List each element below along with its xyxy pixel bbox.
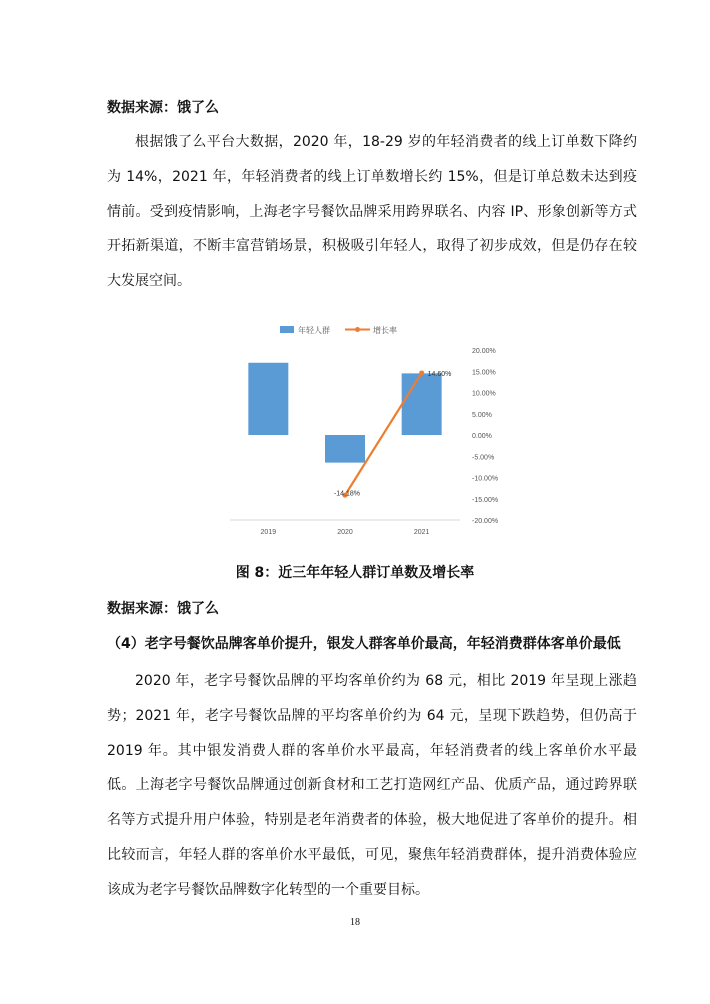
y2-tick-label: 0.00% bbox=[472, 433, 492, 440]
legend-label-bar: 年轻人群 bbox=[298, 326, 330, 335]
data-source-label: 数据来源：饿了么 bbox=[107, 100, 219, 116]
bar-2019 bbox=[248, 363, 288, 435]
x-tick-label: 2019 bbox=[260, 529, 277, 536]
legend-swatch-bar bbox=[280, 326, 294, 333]
chart-legend bbox=[280, 325, 397, 335]
y2-tick-label: -10.00% bbox=[472, 475, 499, 483]
y2-tick-label: -15.00% bbox=[472, 496, 499, 504]
data-source-label-2: 数据来源：饿了么 bbox=[107, 601, 219, 617]
bar-2021 bbox=[402, 373, 442, 435]
growth-rate-point bbox=[419, 370, 424, 375]
growth-rate-data-label: -14.18% bbox=[333, 490, 361, 498]
body-paragraph-1: 根据饿了么平台大数据，2020 年，18-29 岁的年轻消费者的线上订单数下降约为 14%，2021 年，年轻消费者的线上订单数增长约 15%，但是订单总数未达到疫情前。受到疫情影响，上海老字号餐饮品牌采用跨界联名、内容 IP、形象创新等方式开拓新渠道，不断丰富营销场景，积极吸引年轻人，取得了初步成效，但是仍存在较大发展空间。 bbox=[107, 134, 637, 290]
y2-tick-label: 10.00% bbox=[472, 390, 496, 398]
x-tick-label: 2020 bbox=[337, 529, 353, 536]
page-number: 18 bbox=[350, 917, 360, 928]
bar-2020 bbox=[325, 435, 365, 463]
body-paragraph-2: 2020 年，老字号餐饮品牌的平均客单价约为 68 元，相比 2019 年呈现上涨趋势；2021 年，老字号餐饮品牌的平均客单价约为 64 元，呈现下跌趋势，但仍高于 2019 年。其中银发消费人群的客单价水平最高，年轻消费者的线上客单价水平最低。上海老字号餐饮品牌通过创新食材和工艺打造网红产品、优质产品，通过跨界联名等方式提升用户体验，特别是老年消费者的体验，极大地促进了客单价的提升。相比较而言，年轻人群的客单价水平最低，可见，聚焦年轻消费群体，提升消费体验应该成为老字号餐饮品牌数字化转型的一个重要目标。 bbox=[107, 673, 637, 898]
figure-caption: 图 8：近三年年轻人群订单数及增长率 bbox=[235, 565, 475, 581]
section-heading: （4）老字号餐饮品牌客单价提升，银发人群客单价最高，年轻消费群体客单价最低 bbox=[107, 636, 621, 652]
bar-line-chart bbox=[230, 322, 520, 542]
x-tick-label: 2021 bbox=[413, 529, 430, 536]
y2-tick-label: -20.00% bbox=[472, 518, 499, 525]
growth-rate-data-label: 14.60% bbox=[427, 370, 452, 378]
y2-tick-label: -5.00% bbox=[472, 454, 495, 462]
y2-tick-label: 5.00% bbox=[472, 411, 492, 419]
y2-tick-label: 15.00% bbox=[472, 369, 496, 377]
legend-label-line: 增长率 bbox=[373, 326, 397, 335]
y2-tick-label: 20.00% bbox=[472, 348, 496, 355]
